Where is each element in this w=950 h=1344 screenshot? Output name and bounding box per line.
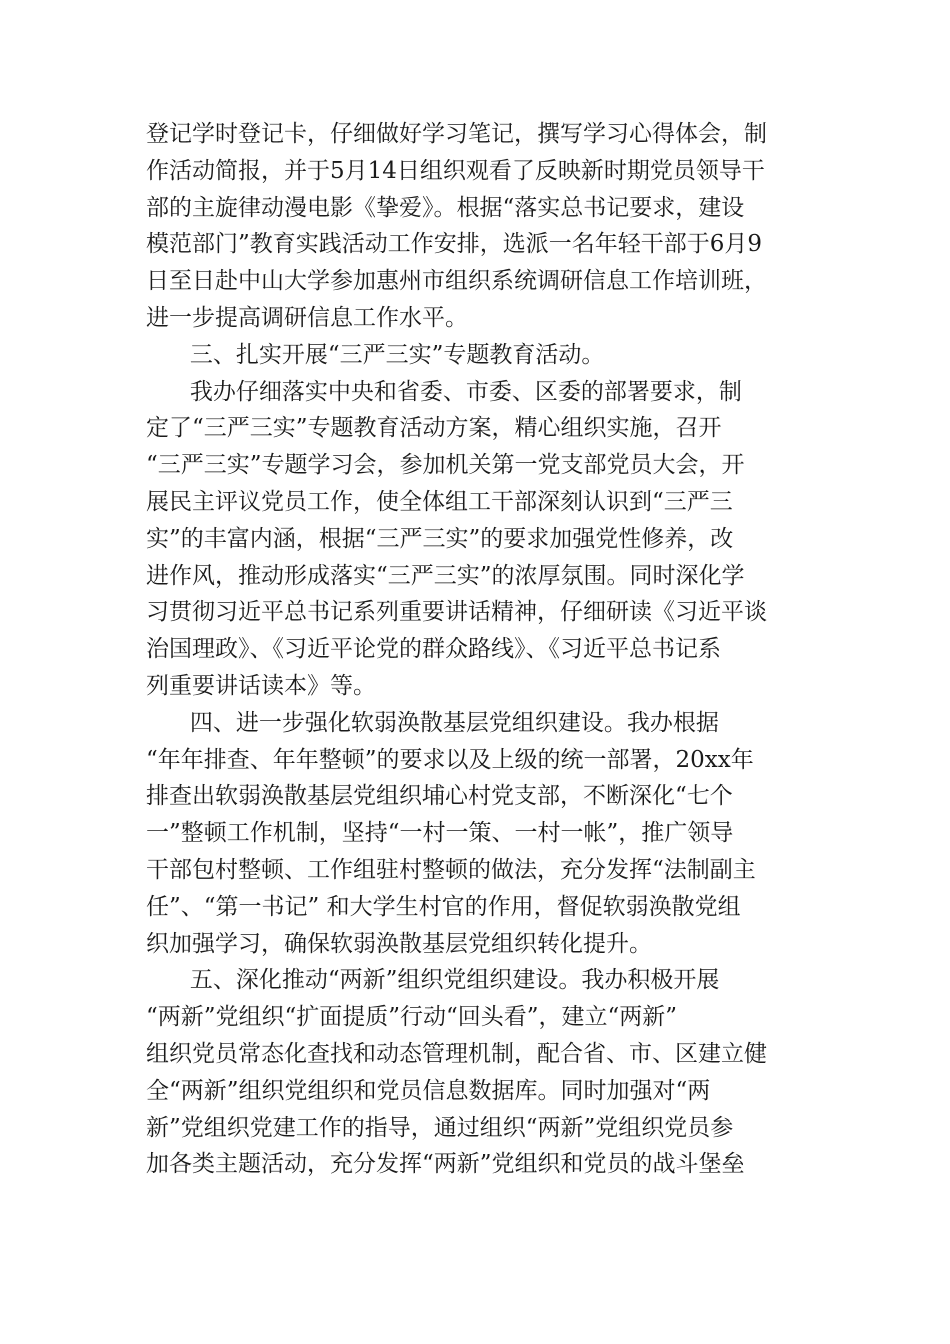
text-line: 作活动简报，并于5月14日组织观看了反映新时期党员领导干 xyxy=(146,157,765,184)
text-line: 排查出软弱涣散基层党组织埔心村党支部，不断深化“七个 xyxy=(146,783,733,810)
text-line: 进作风，推动形成落实“三严三实”的浓厚氛围。同时深化学 xyxy=(146,562,745,589)
text-line: 干部包村整顿、工作组驻村整顿的做法，充分发挥“法制副主 xyxy=(146,856,756,883)
text-line: 组织党员常态化查找和动态管理机制，配合省、市、区建立健 xyxy=(146,1040,767,1067)
text-line: “两新”党组织“扩面提质”行动“回头看”，建立“两新” xyxy=(146,1004,678,1031)
text-line: 织加强学习，确保软弱涣散基层党组织转化提升。 xyxy=(146,930,652,957)
body-text xyxy=(146,116,808,1183)
text-line: 三、扎实开展“三严三实”专题教育活动。 xyxy=(146,341,605,368)
text-line: 日至日赴中山大学参加惠州市组织系统调研信息工作培训班， xyxy=(146,268,767,295)
text-line: 四、进一步强化软弱涣散基层党组织建设。我办根据 xyxy=(146,709,719,736)
text-line: 模范部门”教育实践活动工作安排，选派一名年轻干部于6月9 xyxy=(146,231,763,258)
text-line: 列重要讲话读本》等。 xyxy=(146,672,376,699)
text-line: 五、深化推动“两新”组织党组织建设。我办积极开展 xyxy=(146,967,720,994)
text-line: 定了“三严三实”专题教育活动方案，精心组织实施，召开 xyxy=(146,415,722,442)
text-line: 展民主评议党员工作，使全体组工干部深刻认识到“三严三 xyxy=(146,488,733,515)
text-line: 部的主旋律动漫电影《挚爱》。根据“落实总书记要求，建设 xyxy=(146,194,745,221)
text-line: 我办仔细落实中央和省委、市委、区委的部署要求，制 xyxy=(146,378,742,405)
text-line: 进一步提高调研信息工作水平。 xyxy=(146,304,468,331)
text-line: 登记学时登记卡，仔细做好学习笔记，撰写学习心得体会，制 xyxy=(146,121,767,147)
text-line: 习贯彻习近平总书记系列重要讲话精神，仔细研读《习近平谈 xyxy=(146,599,767,626)
text-line: 任”、“第一书记” 和大学生村官的作用，督促软弱涣散党组 xyxy=(146,893,741,920)
text-line: 实”的丰富内涵，根据“三严三实”的要求加强党性修养，改 xyxy=(146,525,734,552)
text-line: “年年排查、年年整顿”的要求以及上级的统一部署，20xx年 xyxy=(146,746,754,773)
text-line: 一”整顿工作机制，坚持“一村一策、一村一帐”，推广领导 xyxy=(146,820,734,847)
text-line: 新”党组织党建工作的指导，通过组织“两新”党组织党员参 xyxy=(146,1114,734,1141)
text-line: “三严三实”专题学习会，参加机关第一党支部党员大会，开 xyxy=(146,452,745,479)
text-line: 治国理政》、《习近平论党的群众路线》、《习近平总书记系 xyxy=(146,636,721,663)
text-line: 全“两新”组织党组织和党员信息数据库。同时加强对“两 xyxy=(146,1077,711,1104)
text-line: 加各类主题活动，充分发挥“两新”党组织和党员的战斗堡垒 xyxy=(146,1151,745,1178)
